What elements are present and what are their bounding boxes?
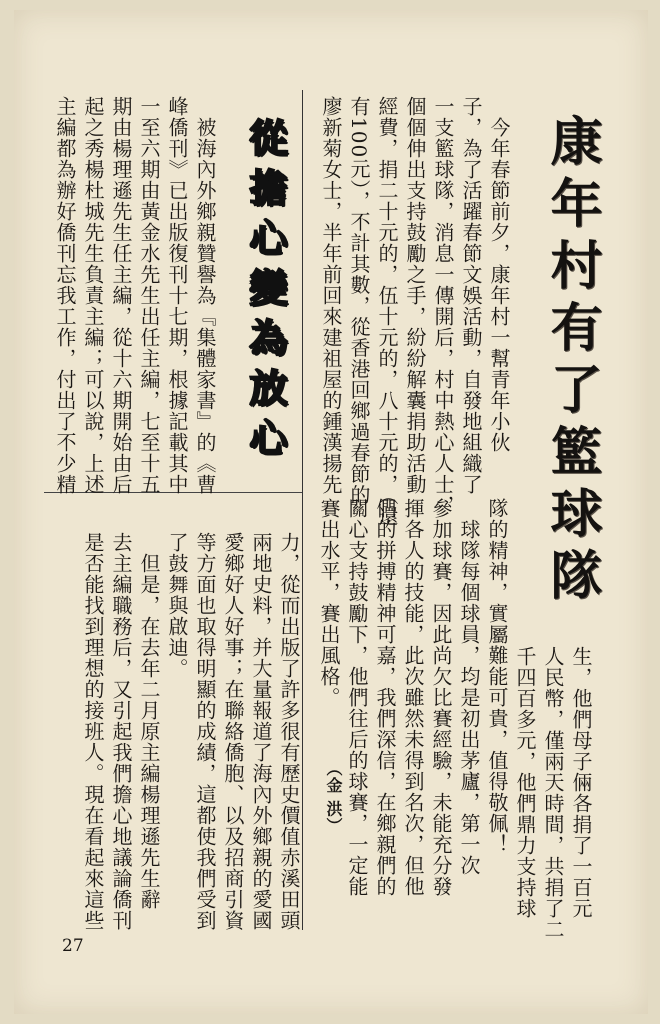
article1-column: 參加球賽，因此尚欠比賽經驗，未能充分發: [429, 498, 453, 897]
article1-column: 今年春節前夕，康年村一幫青年小伙: [487, 96, 511, 453]
article-title-worry: 從擔心變為放心: [243, 118, 287, 468]
article1-column: 們的拼搏精神可嘉，我們深信，在鄉親們的: [373, 498, 397, 897]
page-number: 27: [62, 936, 84, 956]
article1-column: 球隊每個球員，均是初出茅廬，第一次: [457, 498, 481, 876]
magazine-page: [14, 10, 648, 1014]
article1-column: 隊的精神，實屬難能可貴，值得敬佩！: [485, 498, 509, 855]
article1-column: 一支籃球隊，消息一傳開后，村中熱心人士，: [431, 96, 455, 516]
article2-column: 是否能找到理想的接班人。現在看起來這些: [81, 532, 105, 931]
article1-column: 賽出水平，賽出風格。: [317, 498, 341, 708]
article2-column: 峰僑刊》已出版復刊十七期，根據記載其中: [165, 96, 189, 495]
article1-column: 關心支持鼓勵下，他們往后的球賽，一定能: [345, 498, 369, 897]
article1-column: 人民幣，僅兩天時間，共捐了二: [541, 646, 565, 940]
article2-column: 愛鄉好人好事；在聯絡僑胞、以及招商引資: [221, 532, 245, 931]
article1-column: 生，他們母子倆各捐了一百元: [569, 646, 593, 919]
article1-column: 經費，捐二十元的，伍十元的，八十元的，（還: [375, 96, 399, 527]
article2-column: 但是，在去年二月原主編楊理遜先生辭: [137, 532, 161, 910]
article2-column: 了鼓舞與啟迪。: [165, 532, 189, 679]
article1-column: 有100元），不計其數，從香港回鄉過春節的: [347, 96, 371, 506]
article-title-basketball: 康年村有了籃球隊: [541, 114, 602, 610]
column-divider: [302, 520, 303, 930]
article2-column: 主編都為辦好僑刊忘我工作，付出了不少精: [53, 96, 77, 495]
article1-column: 個個伸出支持鼓勵之手，紛紛解囊捐助活動: [403, 96, 427, 495]
article2-column: 一至六期由黃金水先生出任主編，七至十五: [137, 96, 161, 495]
article1-author: （金 洪）: [324, 760, 343, 835]
column-divider: [302, 90, 303, 528]
article2-column: 期由楊理遜先生任主編，從十六期開始由后: [109, 96, 133, 495]
article2-column: 力，從而出版了許多很有歷史價值赤溪田頭: [277, 532, 301, 931]
article1-column: 揮各人的技能，此次雖然未得到名次，但他: [401, 498, 425, 897]
article1-column: 千四百多元，他們鼎力支持球: [513, 646, 537, 919]
article2-column: 被海內外鄉親贊譽為『集體家書』的《曹: [193, 96, 217, 495]
article1-column: 子，為了活躍春節文娛活動，自發地組織了: [459, 96, 483, 495]
article2-column: 兩地史料，并大量報道了海內外鄉親的愛國: [249, 532, 273, 931]
article2-column: 等方面也取得明顯的成績，這都使我們受到: [193, 532, 217, 931]
article2-column: 去主編職務后，又引起我們擔心地議論僑刊: [109, 532, 133, 931]
article1-column: 廖新菊女士，半年前回來建祖屋的鍾漢揚先: [319, 96, 343, 495]
article2-column: 起之秀楊杜城先生負責主編；可以說，上述: [81, 96, 105, 495]
